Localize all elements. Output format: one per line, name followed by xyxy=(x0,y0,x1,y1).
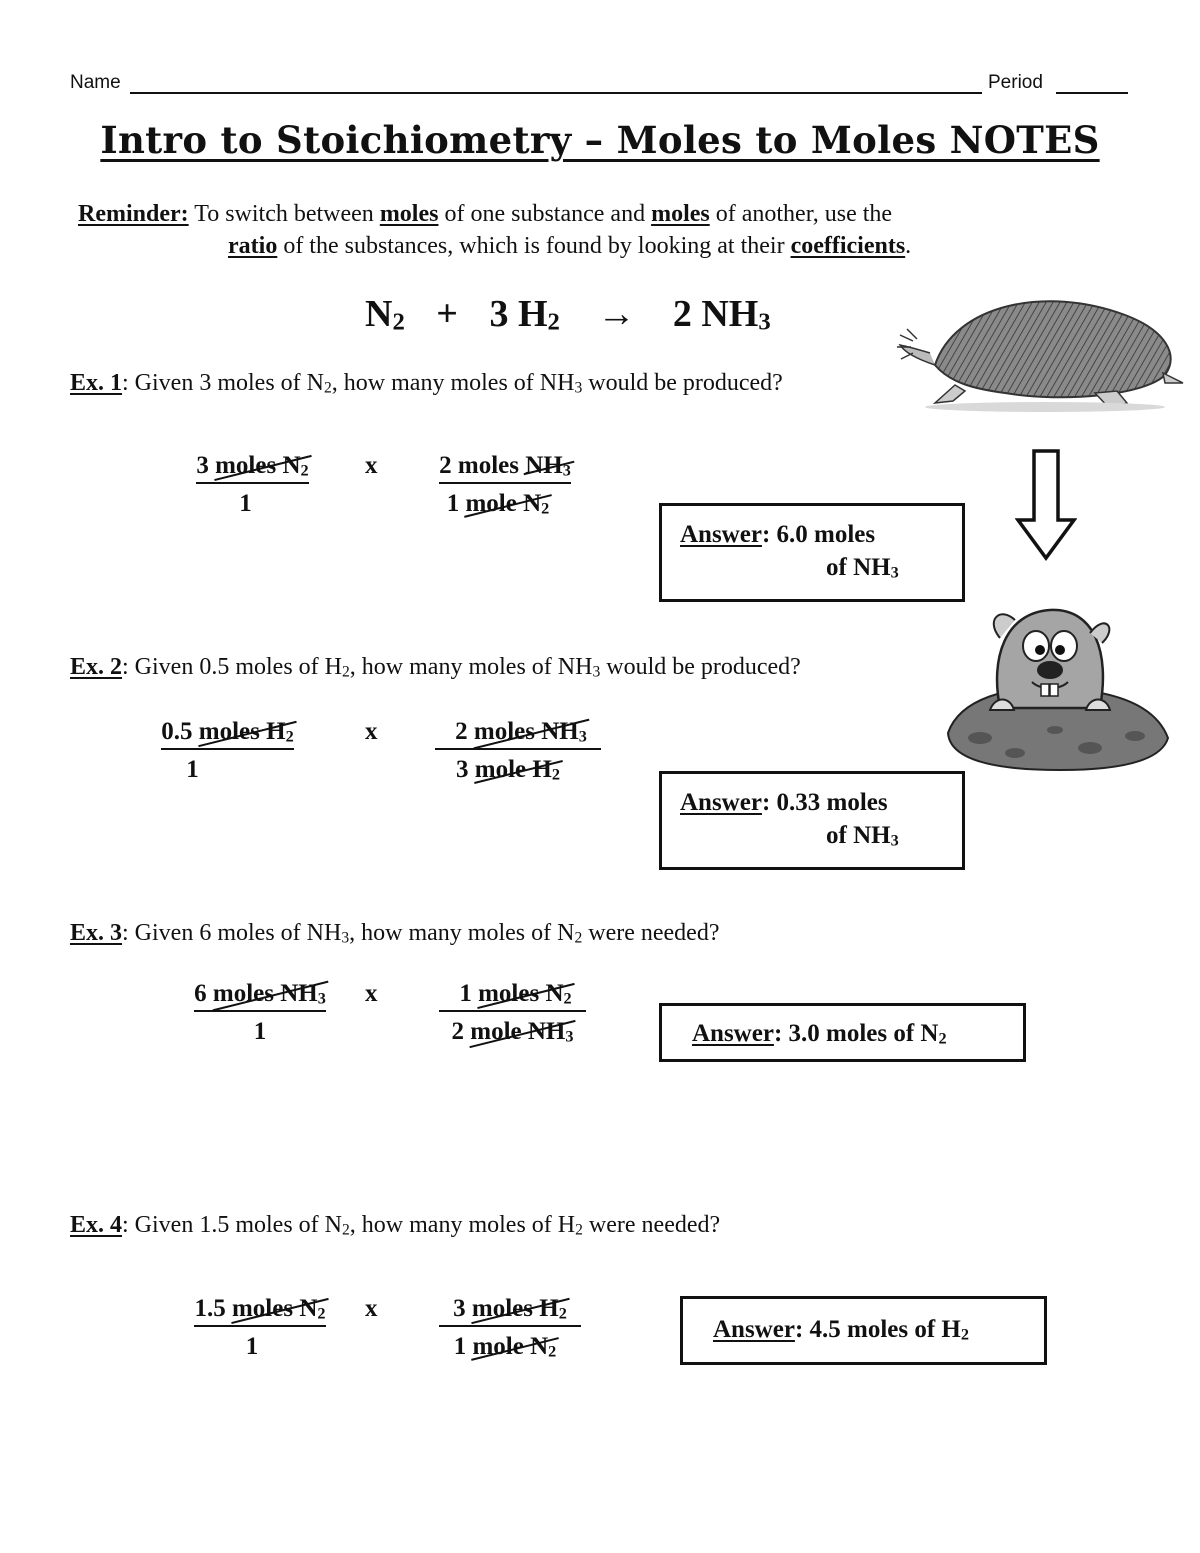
question-text: were needed? xyxy=(582,1212,721,1238)
numerator xyxy=(161,718,293,750)
chemical-equation xyxy=(365,292,771,337)
example-4-answer-box xyxy=(680,1296,1047,1365)
answer-label: Answer xyxy=(680,789,762,816)
multiply-sign: x xyxy=(365,718,378,745)
period-label: Period xyxy=(988,72,1043,93)
subscript: 3 xyxy=(890,831,899,850)
answer-label: Answer xyxy=(713,1316,795,1343)
example-label: Ex. 3 xyxy=(70,920,123,946)
denominator xyxy=(420,1333,590,1361)
denominator-value: 1 xyxy=(446,490,466,518)
eq-subscript: 2 xyxy=(392,308,405,336)
numerator-value: 0.5 xyxy=(161,718,199,745)
question-text: would be produced? xyxy=(582,370,783,396)
subscript: 2 xyxy=(575,1221,583,1239)
example-3-fraction-2 xyxy=(420,980,605,1047)
denominator-value: 1 xyxy=(453,1333,473,1361)
example-2-answer-box xyxy=(659,771,965,870)
reminder-text: To switch between xyxy=(188,201,380,227)
unit-text: mole N xyxy=(472,1333,549,1361)
denominator-value: 2 xyxy=(451,1018,471,1046)
subscript: 3 xyxy=(574,379,583,397)
cancelled-unit xyxy=(472,1295,567,1323)
example-3-question xyxy=(70,920,719,947)
cancelled-unit xyxy=(213,980,326,1008)
numerator xyxy=(439,980,585,1012)
subscript: 3 xyxy=(592,663,601,681)
example-2-fraction-2 xyxy=(418,718,618,785)
unit-text: moles H xyxy=(198,718,286,745)
subscript: 2 xyxy=(342,663,350,681)
subscript: 2 xyxy=(551,765,560,784)
reminder-text: . xyxy=(905,233,912,259)
answer-value: of NH xyxy=(826,822,891,849)
reminder-text: of one substance and xyxy=(438,201,652,227)
subscript: 2 xyxy=(285,727,294,746)
example-label: Ex. 2 xyxy=(70,654,123,680)
denominator: 1 xyxy=(253,1018,267,1046)
subscript: 2 xyxy=(548,1342,557,1361)
unit-text: mole N xyxy=(465,490,542,518)
subscript: 2 xyxy=(558,1304,567,1323)
subscript: 2 xyxy=(324,379,332,397)
eq-subscript: 3 xyxy=(758,308,771,336)
numerator-value: 2 xyxy=(455,718,474,745)
unit-text: moles N xyxy=(231,1295,318,1322)
question-text: : Given 0.5 moles of H xyxy=(122,654,342,680)
example-1-answer-box xyxy=(659,503,965,602)
cancelled-unit xyxy=(470,1018,573,1046)
denominator: 1 xyxy=(239,490,252,518)
numerator-value: 1 xyxy=(459,980,479,1007)
example-2-question xyxy=(70,654,801,681)
question-text: : Given 1.5 moles of N xyxy=(122,1212,342,1238)
example-4-fraction-2 xyxy=(420,1295,600,1362)
answer-value: of NH xyxy=(826,554,891,581)
answer-label: Answer xyxy=(692,1020,774,1047)
period-blank-line[interactable] xyxy=(1056,92,1128,94)
numerator xyxy=(196,452,308,484)
star-nosed-mole-icon xyxy=(895,275,1185,415)
question-text: were needed? xyxy=(582,920,720,946)
example-4-fraction-1 xyxy=(175,1295,345,1361)
multiply-sign: x xyxy=(365,980,378,1007)
subscript: 2 xyxy=(342,1221,350,1239)
unit-text: moles NH xyxy=(473,718,579,745)
subscript: 2 xyxy=(541,499,550,518)
numerator xyxy=(439,452,571,484)
example-label: Ex. 4 xyxy=(70,1212,123,1238)
answer-value: : 6.0 moles xyxy=(761,521,876,548)
unit-text: NH xyxy=(525,452,563,479)
question-text: , how many moles of NH xyxy=(331,370,575,396)
question-text: , how many moles of NH xyxy=(349,654,593,680)
unit-text: moles NH xyxy=(212,980,318,1007)
numerator-value: 1.5 xyxy=(194,1295,232,1322)
numerator-value: 3 xyxy=(453,1295,472,1322)
unit-text: moles N xyxy=(215,452,301,479)
eq-reactant-h2: 3 H xyxy=(489,293,548,335)
subscript: 3 xyxy=(890,563,899,582)
reminder-text: of the substances, which is found by looking at their xyxy=(277,233,791,259)
question-text: : Given 6 moles of NH xyxy=(122,920,342,946)
unit-text: mole H xyxy=(474,756,552,784)
cancelled-unit xyxy=(232,1295,326,1323)
example-4-question xyxy=(70,1212,720,1239)
subscript: 3 xyxy=(562,461,571,480)
numerator xyxy=(194,980,326,1012)
subscript: 3 xyxy=(578,727,587,746)
answer-label: Answer xyxy=(680,521,762,548)
cancelled-unit xyxy=(199,718,294,746)
multiply-sign: x xyxy=(365,452,378,479)
keyword-moles: moles xyxy=(651,201,710,227)
name-blank-line[interactable] xyxy=(130,92,982,94)
question-text: , how many moles of H xyxy=(349,1212,576,1238)
multiply-sign: x xyxy=(365,1295,378,1322)
example-2-fraction-1 xyxy=(140,718,315,784)
subscript: 2 xyxy=(960,1325,970,1344)
question-text: would be produced? xyxy=(600,654,801,680)
subscript: 2 xyxy=(317,1304,326,1323)
example-1-question xyxy=(70,370,783,397)
name-label: Name xyxy=(70,72,121,93)
example-3-fraction-1 xyxy=(175,980,345,1046)
numerator xyxy=(194,1295,325,1327)
cancelled-unit xyxy=(478,980,572,1008)
answer-value: : 0.33 moles xyxy=(761,789,888,816)
question-text: , how many moles of N xyxy=(349,920,575,946)
cancelled-unit xyxy=(215,452,309,480)
eq-subscript: 2 xyxy=(547,308,560,336)
keyword-moles: moles xyxy=(379,201,439,227)
subscript: 3 xyxy=(317,989,326,1008)
page-title: Intro to Stoichiometry – Moles to Moles NOTES xyxy=(100,118,1100,162)
keyword-coefficients: coefficients xyxy=(790,233,906,259)
numerator xyxy=(435,718,601,750)
cancelled-unit xyxy=(474,718,587,746)
example-label: Ex. 1 xyxy=(70,370,123,396)
denominator-value: 3 xyxy=(456,756,475,784)
denominator xyxy=(420,490,576,518)
unit-text: moles N xyxy=(478,980,564,1007)
subscript: 2 xyxy=(574,929,583,947)
cartoon-mole-icon xyxy=(940,598,1172,778)
subscript: 2 xyxy=(300,461,309,480)
numerator xyxy=(439,1295,581,1327)
denominator xyxy=(420,1018,605,1046)
eq-arrow: → xyxy=(597,293,636,335)
reminder-label: Reminder: xyxy=(78,201,189,227)
subscript: 2 xyxy=(938,1029,947,1048)
denominator xyxy=(418,756,598,784)
answer-value: : 4.5 moles of H xyxy=(794,1316,961,1343)
example-1-fraction-1 xyxy=(175,452,330,518)
unit-text: mole NH xyxy=(470,1018,566,1046)
cancelled-unit xyxy=(472,1333,556,1361)
subscript: 3 xyxy=(565,1027,574,1046)
subscript: 2 xyxy=(563,989,572,1008)
numerator-value: 3 xyxy=(196,452,216,479)
example-1-fraction-2 xyxy=(420,452,590,519)
eq-plus: + xyxy=(436,293,458,335)
cancelled-unit xyxy=(465,490,549,518)
reminder-paragraph xyxy=(78,198,1138,262)
numerator-value: 2 moles xyxy=(439,452,526,479)
unit-text: moles H xyxy=(471,1295,559,1322)
reminder-text: of another, use the xyxy=(709,201,893,227)
cancelled-unit xyxy=(525,452,571,480)
down-arrow-icon xyxy=(1015,448,1077,563)
question-text: : Given 3 moles of N xyxy=(122,370,324,396)
denominator: 1 xyxy=(186,756,199,784)
numerator-value: 6 xyxy=(194,980,213,1007)
eq-product-nh3: 2 NH xyxy=(672,293,759,335)
subscript: 3 xyxy=(341,929,350,947)
keyword-ratio: ratio xyxy=(228,233,278,259)
eq-reactant-n2: N xyxy=(365,293,393,335)
example-3-answer-box xyxy=(659,1003,1026,1062)
answer-value: : 3.0 moles of N xyxy=(773,1020,939,1047)
denominator: 1 xyxy=(245,1333,259,1361)
cancelled-unit xyxy=(475,756,560,784)
